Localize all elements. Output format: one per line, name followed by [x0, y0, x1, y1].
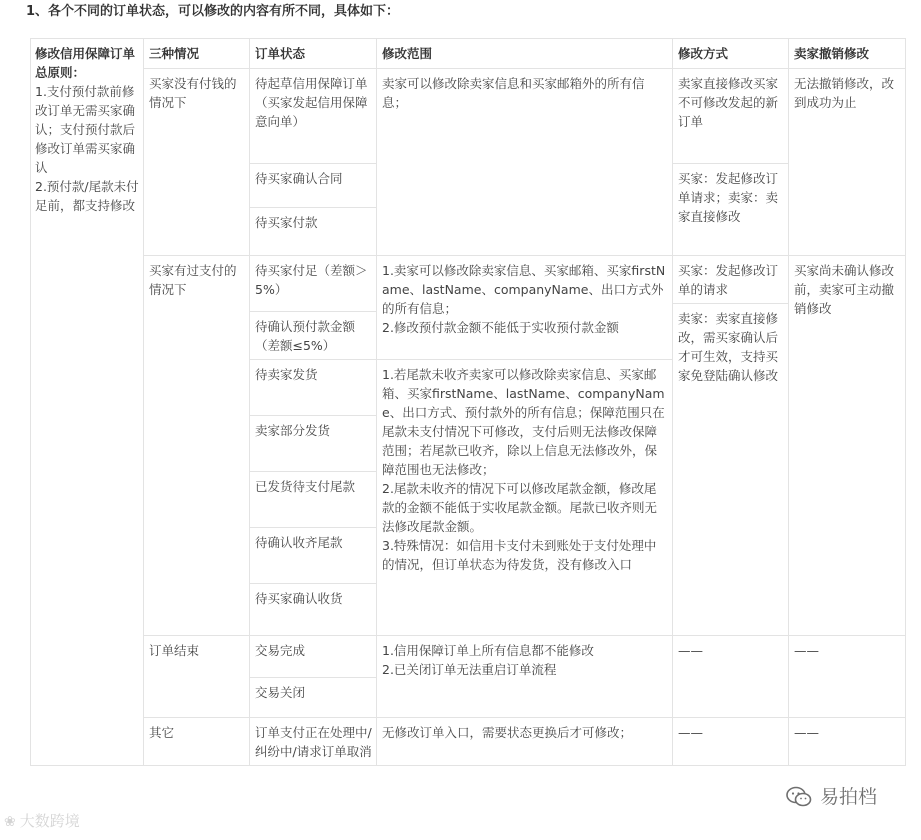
- wechat-icon: [786, 786, 812, 808]
- header-status: 订单状态: [250, 39, 377, 69]
- status-cell: 待起草信用保障订单（买家发起信用保障意向单）: [250, 69, 377, 164]
- order-modification-table: [30, 38, 906, 766]
- situation-other: 其它: [144, 718, 250, 766]
- table-row: [31, 636, 906, 678]
- principle-cell: [31, 39, 144, 766]
- status-cell: 已发货待支付尾款: [250, 472, 377, 528]
- header-situation: 三种情况: [144, 39, 250, 69]
- situation-paid: 买家有过支付的情况下: [144, 256, 250, 636]
- status-cell: 待买家付款: [250, 208, 377, 256]
- status-cell: 待确认收齐尾款: [250, 528, 377, 584]
- method-paid: [673, 256, 789, 636]
- cancel-ended: ——: [789, 636, 906, 718]
- status-cell: 待买家确认收货: [250, 584, 377, 636]
- principle-text: 1.支付预付款前修改订单无需买家确认；支付预付款后修改订单需买家确认 2.预付款/尾款未付足前，都支持修改: [35, 84, 139, 213]
- scope-other: 无修改订单入口，需要状态更换后才可修改；: [377, 718, 673, 766]
- table-row: [31, 256, 906, 312]
- principle-title: 修改信用保障订单总原则：: [35, 46, 136, 80]
- status-cell: 交易关闭: [250, 678, 377, 718]
- watermark-left-text: 大数跨境: [19, 812, 80, 830]
- method-unpaid-a: 卖家直接修改买家不可修改发起的新订单: [673, 69, 789, 164]
- method-paid-a: 买家：发起修改订单的请求: [673, 256, 788, 304]
- method-unpaid-b: 买家：发起修改订单请求；卖家：卖家直接修改: [673, 164, 789, 256]
- method-other: ——: [673, 718, 789, 766]
- watermark-right-text: 易拍档: [820, 785, 878, 808]
- page-heading: 1、各个不同的订单状态，可以修改的内容有所不同，具体如下：: [26, 4, 400, 19]
- cancel-unpaid: 无法撤销修改，改到成功为止: [789, 69, 906, 256]
- cancel-other: ——: [789, 718, 906, 766]
- status-cell: 待买家付足（差额＞5%）: [250, 256, 377, 312]
- method-ended: ——: [673, 636, 789, 718]
- status-cell: 待卖家发货: [250, 360, 377, 416]
- header-method: 修改方式: [673, 39, 789, 69]
- status-cell: 卖家部分发货: [250, 416, 377, 472]
- method-paid-b: 卖家：卖家直接修改，需买家确认后才可生效，支持买家免登陆确认修改: [678, 311, 779, 383]
- table-row: [31, 718, 906, 766]
- scope-paid-b: 1.若尾款未收齐卖家可以修改除卖家信息、买家邮箱、买家firstName、lastName、companyName、出口方式、预付款外的所有信息；保障范围只在尾款未支付情况下可修改，支付后则无法修改保障范围；若尾款已收齐，除以上信息无法修改外，保障范围也无法修改； 2.尾款未收齐的情况下可以修改尾款金额，修改尾款的金额不能低于实收尾款金额。尾款已收齐则无法修改尾款金额。 3.特殊情况：如信用卡支付未到账处于支付处理中的情况，但订单状态为待发货，没有修改入口: [377, 360, 673, 636]
- status-cell: 待确认预付款金额（差额≤5%）: [250, 312, 377, 360]
- status-cell: 待买家确认合同: [250, 164, 377, 208]
- watermark-left: [4, 812, 80, 832]
- status-cell: 交易完成: [250, 636, 377, 678]
- situation-unpaid: 买家没有付钱的情况下: [144, 69, 250, 256]
- scope-ended: 1.信用保障订单上所有信息都不能修改 2.已关闭订单无法重启订单流程: [377, 636, 673, 718]
- scope-unpaid: 卖家可以修改除卖家信息和买家邮箱外的所有信息；: [377, 69, 673, 256]
- scope-paid-a: 1.卖家可以修改除卖家信息、买家邮箱、买家firstName、lastName、companyName、出口方式外的所有信息； 2.修改预付款金额不能低于实收预付款金额: [377, 256, 673, 360]
- header-cancel: 卖家撤销修改: [789, 39, 906, 69]
- status-cell: 订单支付正在处理中/纠纷中/请求订单取消: [250, 718, 377, 766]
- table-row: [31, 69, 906, 164]
- watermark-right: [786, 786, 877, 808]
- header-scope: 修改范围: [377, 39, 673, 69]
- cancel-paid: 买家尚未确认修改前，卖家可主动撤销修改: [789, 256, 906, 636]
- table-header-row: [31, 39, 906, 69]
- situation-ended: 订单结束: [144, 636, 250, 718]
- watermark-logo-icon: ❀: [4, 814, 16, 830]
